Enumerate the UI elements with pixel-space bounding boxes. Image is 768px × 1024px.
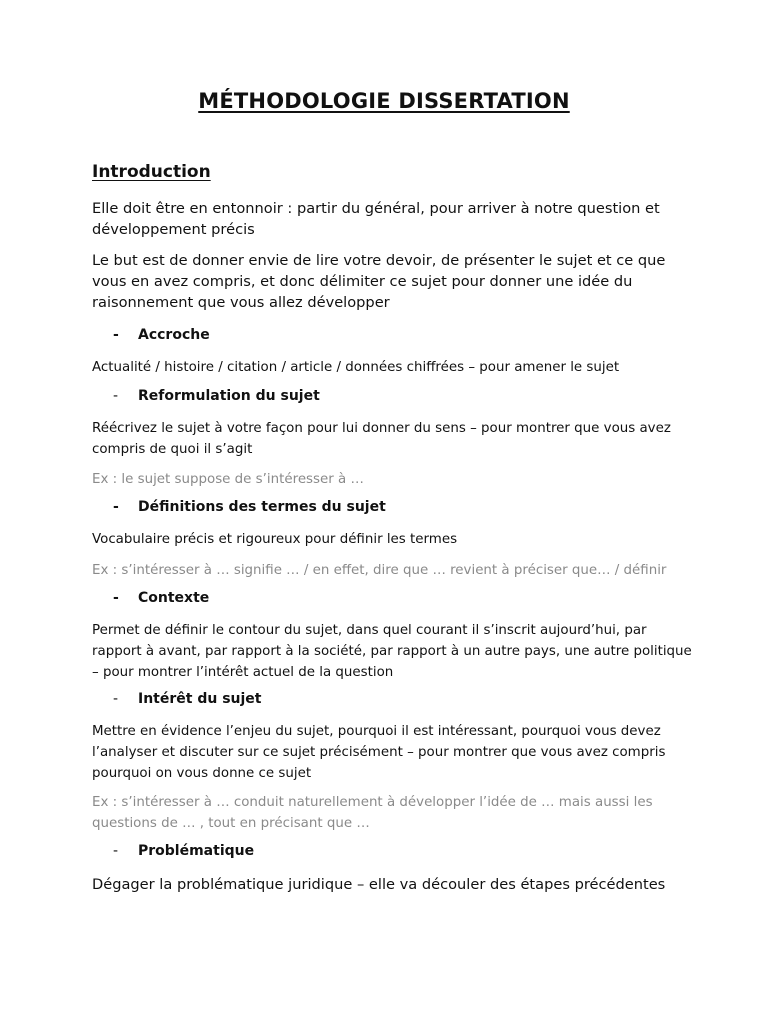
bullet-heading-definitions: Définitions des termes du sujet	[138, 499, 386, 515]
bullet-reformulation	[113, 388, 320, 404]
bullet-dash: -	[113, 499, 119, 515]
reformulation-example: Ex : le sujet suppose de s’intéresser à …	[92, 472, 364, 487]
bullet-contexte	[113, 590, 209, 606]
bullet-dash: -	[113, 327, 119, 343]
bullet-heading-problematique: Problématique	[138, 843, 255, 859]
bullet-definitions	[113, 499, 386, 515]
bullet-heading-interet: Intérêt du sujet	[138, 691, 262, 707]
section-heading-introduction: Introduction	[92, 162, 211, 182]
bullet-heading-accroche: Accroche	[138, 327, 210, 343]
intro-paragraph-2: Le but est de donner envie de lire votre devoir, de présenter le sujet et ce que vous en avez compris, et donc délimiter ce sujet pour donner une idée du raisonnement que vous allez développer	[92, 252, 666, 311]
accroche-text: Actualité / histoire / citation / article / données chiffrées – pour amener le sujet	[92, 360, 620, 375]
reformulation-text: Réécrivez le sujet à votre façon pour lui donner du sens – pour montrer que vous avez compris de quoi il s’agit	[92, 421, 671, 457]
bullet-dash: -	[113, 590, 119, 606]
definitions-text: Vocabulaire précis et rigoureux pour définir les termes	[92, 532, 458, 547]
bullet-heading-contexte: Contexte	[138, 590, 210, 606]
bullet-problematique	[113, 843, 254, 859]
intro-paragraph-1: Elle doit être en entonnoir : partir du général, pour arriver à notre question et développement précis	[92, 200, 660, 238]
interet-example: Ex : s’intéresser à … conduit naturellement à développer l’idée de … mais aussi les questions de … , tout en précisant que …	[92, 795, 653, 831]
interet-text: Mettre en évidence l’enjeu du sujet, pourquoi il est intéressant, pourquoi vous devez l’analyser et discuter sur ce sujet précisément – pour montrer que vous avez compris pourquoi on vous donne ce sujet	[92, 724, 666, 781]
bullet-dash: -	[113, 691, 119, 707]
bullet-dash: -	[113, 388, 119, 404]
problematique-text: Dégager la problématique juridique – elle va découler des étapes précédentes	[92, 876, 666, 893]
bullet-dash: -	[113, 843, 119, 859]
bullet-interet	[113, 691, 261, 707]
document-title: MÉTHODOLOGIE DISSERTATION	[198, 89, 570, 113]
definitions-example: Ex : s’intéresser à … signifie … / en effet, dire que … revient à préciser que… / définir	[92, 563, 667, 578]
contexte-text: Permet de définir le contour du sujet, dans quel courant il s’inscrit aujourd’hui, par rapport à avant, par rapport à la société, par rapport à un autre pays, une autre politique – pour montrer l’intérêt actuel de la question	[92, 623, 692, 680]
bullet-heading-reformulation: Reformulation du sujet	[138, 388, 320, 404]
bullet-accroche	[113, 327, 210, 343]
